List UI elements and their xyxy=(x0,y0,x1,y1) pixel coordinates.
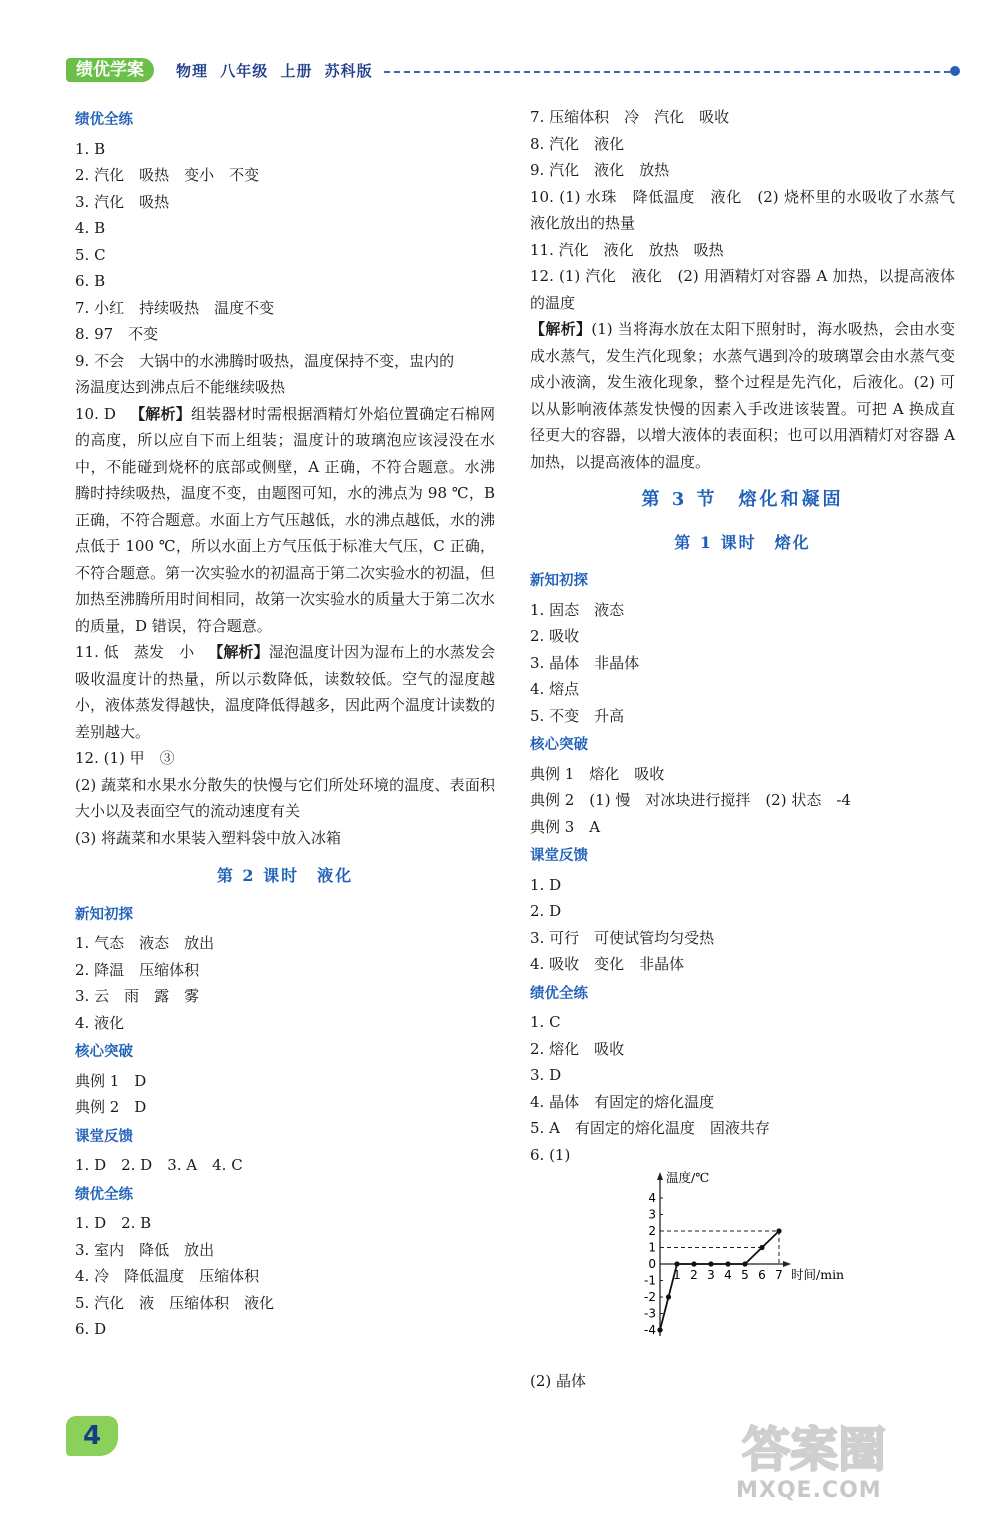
answer-head: 10. D xyxy=(75,404,116,423)
section-title: 绩优全练 xyxy=(530,985,588,1002)
answer-line: 1. 气态 液态 放出 xyxy=(75,934,215,952)
lesson-title: 第 2 课时 液化 xyxy=(216,866,354,885)
answer-line: 6. B xyxy=(75,272,106,290)
answer-line: 1. D xyxy=(530,875,562,894)
answer-line: 9. 汽化 液化 放热 xyxy=(530,161,670,179)
answer-line: 3. 可行 可使试管均匀受热 xyxy=(530,928,715,947)
answer-line: 11. 汽化 液化 放热 吸热 xyxy=(530,240,724,259)
answer-line: 10. (1) 水珠 降低温度 液化 (2) 烧杯里的水吸收了水蒸气液化放出的热量 xyxy=(530,187,955,232)
answer-line: 2. 降温 压缩体积 xyxy=(75,960,200,979)
answer-line: 4. 吸收 变化 非晶体 xyxy=(530,955,685,973)
analysis-text: 湿泡温度计因为湿布上的水蒸发会吸收温度计的热量，所以示数降低，读数较低。空气的湿度越小，液体蒸发得越快，温度降低得越多，因此两个温度计读数的差别越大。 xyxy=(75,643,496,741)
answer-line: 12. (1) 甲 ③ xyxy=(75,749,175,767)
section-title: 核心突破 xyxy=(75,1044,133,1060)
analysis-text: 组装器材时需根据酒精灯外焰位置确定石棉网的高度，所以应自下而上组装；温度计的玻璃泡应该浸没在水中，不能碰到烧杯的底部或侧壁，A 正确，不符合题意。水沸腾时持续吸热，温度不变，由题图可知，水的沸点为 98 ℃，B 正确，不符合题意。水面上方气压越低，水的沸点越低，水的沸点低于 100 ℃，所以水面上方气压低于标准大气压，C 正确，不符合题意。第一次实验水的初温高于第二次实验水的初温，但加热至沸腾所用时间相同，故第一次实验水的质量大于第二次水的质量，D 错误，符合题意。 xyxy=(75,404,496,635)
left-column xyxy=(75,104,495,1343)
answer-line: 3. 晶体 非晶体 xyxy=(530,653,640,672)
answer-line: 典例 1 熔化 吸收 xyxy=(530,764,665,783)
answer-line: 2. D xyxy=(530,902,562,920)
lesson-title: 第 1 课时 熔化 xyxy=(674,532,811,552)
answer-line: 12. (1) 汽化 液化 (2) 用酒精灯对容器 A 加热，以提高液体的温度 xyxy=(530,267,955,312)
chapter-title: 第 3 节 熔化和凝固 xyxy=(641,489,844,510)
x-axis-label: 时间/min xyxy=(791,1267,845,1282)
answer-line: 1. C xyxy=(530,1013,561,1031)
answer-line: (3) 将蔬菜和水果装入塑料袋中放入冰箱 xyxy=(75,828,342,847)
data-point xyxy=(666,1294,671,1299)
answer-line: 6. D xyxy=(75,1320,107,1338)
melting-graph xyxy=(530,1168,955,1368)
answer-line: 2. 吸收 xyxy=(530,627,580,645)
answer-line: (2) 晶体 xyxy=(530,1372,587,1390)
answer-line: 4. 冷 降低温度 压缩体积 xyxy=(75,1267,260,1285)
page-header xyxy=(66,56,966,86)
x-tick-label: 2 xyxy=(690,1268,698,1282)
answer-line: 7. 压缩体积 冷 汽化 吸收 xyxy=(530,108,730,126)
book-meta: 物理 八年级 上册 苏科版 xyxy=(176,62,373,80)
x-tick-label: 7 xyxy=(775,1268,783,1282)
answer-line: 1. B xyxy=(75,139,106,158)
answer-line: 5. 汽化 液 压缩体积 液化 xyxy=(75,1293,275,1312)
analysis-tag: 【解析】 xyxy=(530,320,592,338)
answer-line: 2. 熔化 吸收 xyxy=(530,1039,625,1058)
section-title: 新知初探 xyxy=(75,906,133,923)
y-tick-label: 2 xyxy=(648,1224,656,1238)
y-tick-label: 3 xyxy=(648,1207,656,1222)
answer-paragraph xyxy=(75,401,495,640)
answer-line: 8. 汽化 液化 xyxy=(530,134,625,153)
answer-line: 汤温度达到沸点后不能继续吸热 xyxy=(75,378,286,396)
answer-line: 7. 小红 持续吸热 温度不变 xyxy=(75,298,275,317)
y-tick-label: 1 xyxy=(648,1240,656,1255)
answer-line: 4. 熔点 xyxy=(530,680,580,698)
answer-line: 典例 2 (1) 慢 对冰块进行搅拌 (2) 状态 -4 xyxy=(530,791,851,809)
y-tick-label: 4 xyxy=(648,1191,656,1205)
analysis-text: (1) 当将海水放在太阳下照射时，海水吸热，会由水变成水蒸气，发生汽化现象；水蒸气遇到冷的玻璃罩会由水蒸气变成小液滴，发生液化现象，整个过程是先汽化，后液化。(2) 可以从影响液体蒸发快慢的因素入手改进该装置。可把 A 换成直径更大的容器，以增大液体的表面积；也可以用酒精灯对容器 A 加热，以提高液体的温度。 xyxy=(530,320,955,471)
answer-line: 5. C xyxy=(75,245,106,264)
temperature-time-chart xyxy=(630,1168,880,1363)
section-title: 绩优全练 xyxy=(75,112,133,128)
answer-line: 3. 汽化 吸热 xyxy=(75,192,170,211)
answer-line: 1. 固态 液态 xyxy=(530,600,625,619)
data-point xyxy=(674,1261,679,1266)
page-number: 4 xyxy=(66,1416,118,1456)
right-column xyxy=(530,104,955,1395)
watermark-logo-text: 答案圈 xyxy=(742,1422,887,1476)
answer-line: 典例 1 D xyxy=(75,1071,147,1090)
y-tick-label: 0 xyxy=(648,1257,656,1271)
section-title: 课堂反馈 xyxy=(75,1128,133,1145)
watermark-logo xyxy=(740,1418,970,1476)
y-axis-arrow xyxy=(657,1172,663,1180)
answer-line: 5. A 有固定的熔化温度 固液共存 xyxy=(530,1119,770,1137)
y-tick-label: -2 xyxy=(644,1290,656,1304)
answer-line: 3. D xyxy=(530,1066,562,1084)
x-tick-label: 6 xyxy=(758,1268,766,1282)
header-dot xyxy=(950,66,960,76)
data-point xyxy=(776,1228,781,1233)
brand-badge: 绩优学案 xyxy=(66,58,154,82)
answer-line: 2. 汽化 吸热 变小 不变 xyxy=(75,166,260,184)
y-tick-label: -3 xyxy=(644,1306,656,1321)
y-axis-label: 温度/℃ xyxy=(666,1170,710,1185)
header-dash-line xyxy=(384,71,950,73)
answer-head: 11. 低 蒸发 小 xyxy=(75,643,195,661)
data-point xyxy=(657,1327,662,1332)
data-point xyxy=(691,1261,696,1266)
answer-line: (2) 蔬菜和水果水分散失的快慢与它们所处环境的温度、表面积大小以及表面空气的流动速度有关 xyxy=(75,775,495,820)
y-tick-label: -1 xyxy=(644,1273,656,1288)
section-title: 课堂反馈 xyxy=(530,848,588,864)
answer-line: 4. 液化 xyxy=(75,1013,125,1032)
answer-line: 4. 晶体 有固定的熔化温度 xyxy=(530,1092,715,1111)
answer-line: 5. 不变 升高 xyxy=(530,706,625,725)
x-axis-arrow xyxy=(783,1261,791,1267)
answer-line: 典例 2 D xyxy=(75,1098,147,1116)
answer-line: 3. 室内 降低 放出 xyxy=(75,1240,215,1259)
x-tick-label: 3 xyxy=(707,1268,715,1282)
section-title: 绩优全练 xyxy=(75,1186,133,1203)
answer-line: 8. 97 不变 xyxy=(75,325,159,343)
answer-line: 9. 不会 大锅中的水沸腾时吸热，温度保持不变，盅内的 xyxy=(75,351,455,370)
answer-paragraph xyxy=(75,639,495,745)
answer-line: 1. D 2. B xyxy=(75,1214,152,1232)
answer-line: 4. B xyxy=(75,219,106,237)
data-point xyxy=(725,1261,730,1266)
answer-paragraph xyxy=(530,316,955,475)
watermark-text: MXQE.COM xyxy=(736,1478,882,1503)
answer-line: 1. D 2. D 3. A 4. C xyxy=(75,1156,243,1174)
y-tick-label: -4 xyxy=(644,1323,656,1337)
data-point xyxy=(708,1261,713,1266)
answer-line: 6. (1) xyxy=(530,1145,571,1164)
analysis-tag: 【解析】 xyxy=(129,404,191,423)
analysis-tag: 【解析】 xyxy=(208,643,269,661)
section-title: 新知初探 xyxy=(530,573,588,589)
x-tick-label: 4 xyxy=(724,1268,732,1282)
data-point xyxy=(759,1245,764,1250)
section-title: 核心突破 xyxy=(530,737,588,753)
x-tick-label: 1 xyxy=(673,1268,681,1282)
answer-line: 3. 云 雨 露 雾 xyxy=(75,987,200,1005)
x-tick-label: 5 xyxy=(741,1268,749,1282)
data-point xyxy=(742,1261,747,1266)
answer-line: 典例 3 A xyxy=(530,817,601,836)
